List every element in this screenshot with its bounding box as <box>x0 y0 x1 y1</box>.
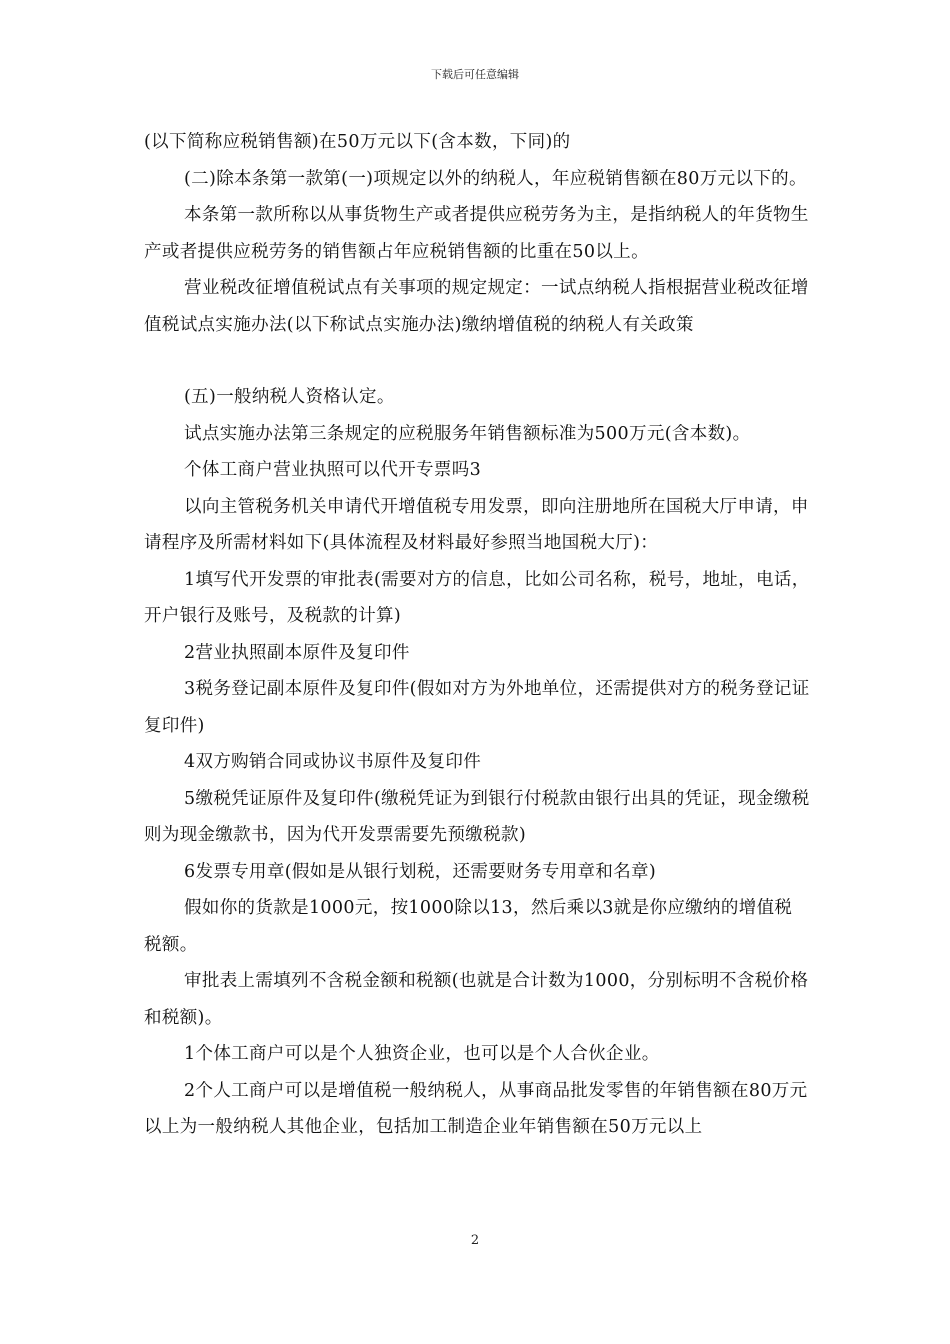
paragraph: 以向主管税务机关申请代开增值税专用发票，即向注册地所在国税大厅申请，申请程序及所需材料如下(具体流程及材料最好参照当地国税大厅)： <box>144 496 809 553</box>
paragraph: 3税务登记副本原件及复印件(假如对方为外地单位，还需提供对方的税务登记证复印件) <box>144 679 810 736</box>
paragraph: (二)除本条第一款第(一)项规定以外的纳税人，年应税销售额在80万元以下的。 <box>184 168 807 189</box>
paragraph: 4双方购销合同或协议书原件及复印件 <box>184 752 482 772</box>
document-body <box>144 124 810 1146</box>
paragraph: (以下简称应税销售额)在50万元以下(含本数，下同)的 <box>144 132 571 152</box>
paragraph: (五)一般纳税人资格认定。 <box>184 387 395 407</box>
paragraph: 审批表上需填列不含税金额和税额(也就是合计数为1000，分别标明不含税价格和税额)。 <box>144 971 809 1028</box>
paragraph: 个体工商户营业执照可以代开专票吗3 <box>184 460 482 480</box>
paragraph: 营业税改征增值税试点有关事项的规定规定：一试点纳税人指根据营业税改征增值税试点实施办法(以下称试点实施办法)缴纳增值税的纳税人有关政策 <box>144 278 809 335</box>
paragraph: 6发票专用章(假如是从银行划税，还需要财务专用章和名章) <box>184 861 657 882</box>
paragraph: 2营业执照副本原件及复印件 <box>184 642 410 663</box>
paragraph: 1个体工商户可以是个人独资企业，也可以是个人合伙企业。 <box>184 1044 660 1064</box>
paragraph: 试点实施办法第三条规定的应税服务年销售额标准为500万元(含本数)。 <box>184 423 751 444</box>
paragraph: 5缴税凭证原件及复印件(缴税凭证为到银行付税款由银行出具的凭证，现金缴税则为现金缴款书，因为代开发票需要先预缴税款) <box>144 788 810 845</box>
page-header: 下载后可任意编辑 <box>431 68 519 81</box>
blank-line <box>144 343 810 379</box>
paragraph: 本条第一款所称以从事货物生产或者提供应税劳务为主，是指纳税人的年货物生产或者提供应税劳务的销售额占年应税销售额的比重在50以上。 <box>144 205 809 262</box>
paragraph: 假如你的货款是1000元，按1000除以13，然后乘以3就是你应缴纳的增值税税额。 <box>144 898 793 955</box>
paragraph: 1填写代开发票的审批表(需要对方的信息，比如公司名称，税号，地址，电话，开户银行及账号，及税款的计算) <box>144 569 810 626</box>
paragraph: 2个人工商户可以是增值税一般纳税人，从事商品批发零售的年销售额在80万元以上为一般纳税人其他企业，包括加工制造企业年销售额在50万元以上 <box>144 1080 808 1137</box>
page-number: 2 <box>470 1233 480 1248</box>
